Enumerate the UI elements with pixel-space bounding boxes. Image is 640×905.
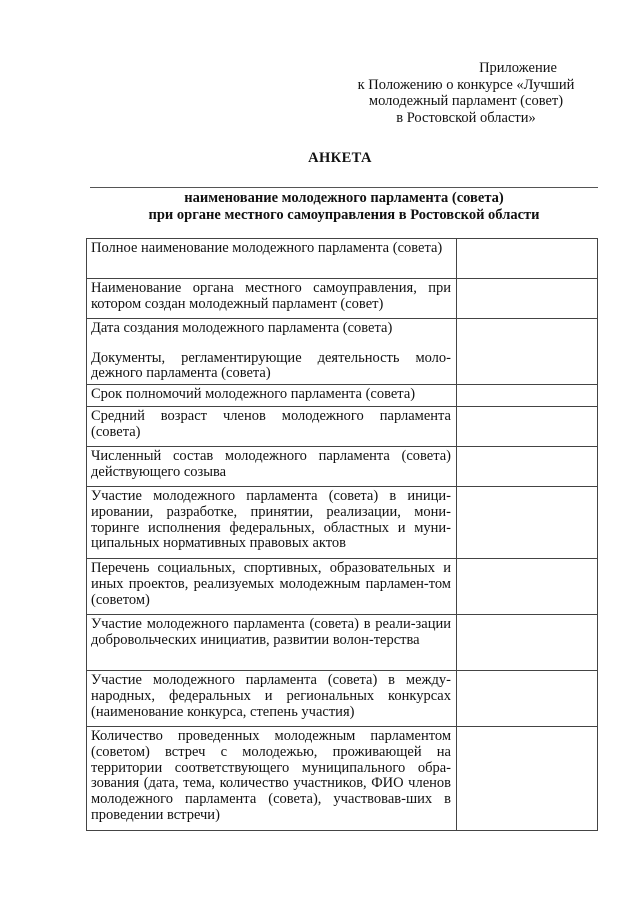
answer-cell[interactable]: [457, 341, 598, 385]
appendix-line: в Ростовской области»: [396, 109, 536, 126]
table-row: [87, 487, 598, 559]
answer-cell[interactable]: [457, 385, 598, 407]
table-row: [87, 447, 598, 487]
question-cell: Средний возраст членов молодежного парламента (совета): [87, 407, 457, 447]
document-title: АНКЕТА: [308, 150, 372, 166]
caption-line: наименование молодежного парламента (совета): [184, 190, 504, 206]
table-row: [87, 279, 598, 319]
answer-cell[interactable]: [457, 447, 598, 487]
question-cell: Дата создания молодежного парламента (совета): [87, 319, 457, 341]
question-cell: Участие молодежного парламента (совета) в между-народных, федеральных и региональных конкурсах (наименование конкурса, степень участия): [87, 671, 457, 727]
name-caption: [90, 190, 598, 224]
question-cell: Перечень социальных, спортивных, образовательных и иных проектов, реализуемых молодежным парламен-том (советом): [87, 559, 457, 615]
appendix-line: к Положению о конкурсе «Лучший: [357, 76, 575, 93]
name-fill-line: [90, 187, 598, 188]
appendix-line: Приложение: [479, 60, 557, 76]
answer-cell[interactable]: [457, 279, 598, 319]
question-cell: Участие молодежного парламента (совета) в реали-зации добровольческих инициатив, развитии волон-терства: [87, 615, 457, 671]
answer-cell[interactable]: [457, 319, 598, 341]
table-row: [87, 615, 598, 671]
questionnaire-table: [86, 238, 598, 831]
answer-cell[interactable]: [457, 727, 598, 831]
question-cell: Численный состав молодежного парламента (совета) действующего созыва: [87, 447, 457, 487]
answer-cell[interactable]: [457, 239, 598, 279]
question-cell: Документы, регламентирующие деятельность моло-дежного парламента (совета): [87, 341, 457, 385]
table-row: [87, 239, 598, 279]
question-cell: Полное наименование молодежного парламента (совета): [87, 239, 457, 279]
question-cell: Количество проведенных молодежным парламентом (советом) встреч с молодежью, проживающей на территории соответствующего муниципального обра-зования (дата, тема, количество участников, ФИО членов молодежного парламента (совета), участвовав-ших в проведении встречи): [87, 727, 457, 831]
question-cell: Срок полномочий молодежного парламента (совета): [87, 385, 457, 407]
table-row: [87, 407, 598, 447]
appendix-header: [318, 60, 614, 126]
answer-cell[interactable]: [457, 407, 598, 447]
answer-cell[interactable]: [457, 615, 598, 671]
table-row: [87, 341, 598, 385]
caption-line: при органе местного самоуправления в Ростовской области: [148, 207, 540, 223]
table-row: [87, 671, 598, 727]
answer-cell[interactable]: [457, 671, 598, 727]
table-row: [87, 727, 598, 831]
table-row: [87, 319, 598, 341]
table-row: [87, 559, 598, 615]
answer-cell[interactable]: [457, 559, 598, 615]
appendix-line: молодежный парламент (совет): [368, 93, 564, 110]
question-cell: Участие молодежного парламента (совета) в иници-ировании, разработке, принятии, реализации, мони-торинге исполнения федеральных, областных и муни-ципальных нормативных правовых актов: [87, 487, 457, 559]
table-row: [87, 385, 598, 407]
question-cell: Наименование органа местного самоуправления, при котором создан молодежный парламент (совет): [87, 279, 457, 319]
answer-cell[interactable]: [457, 487, 598, 559]
